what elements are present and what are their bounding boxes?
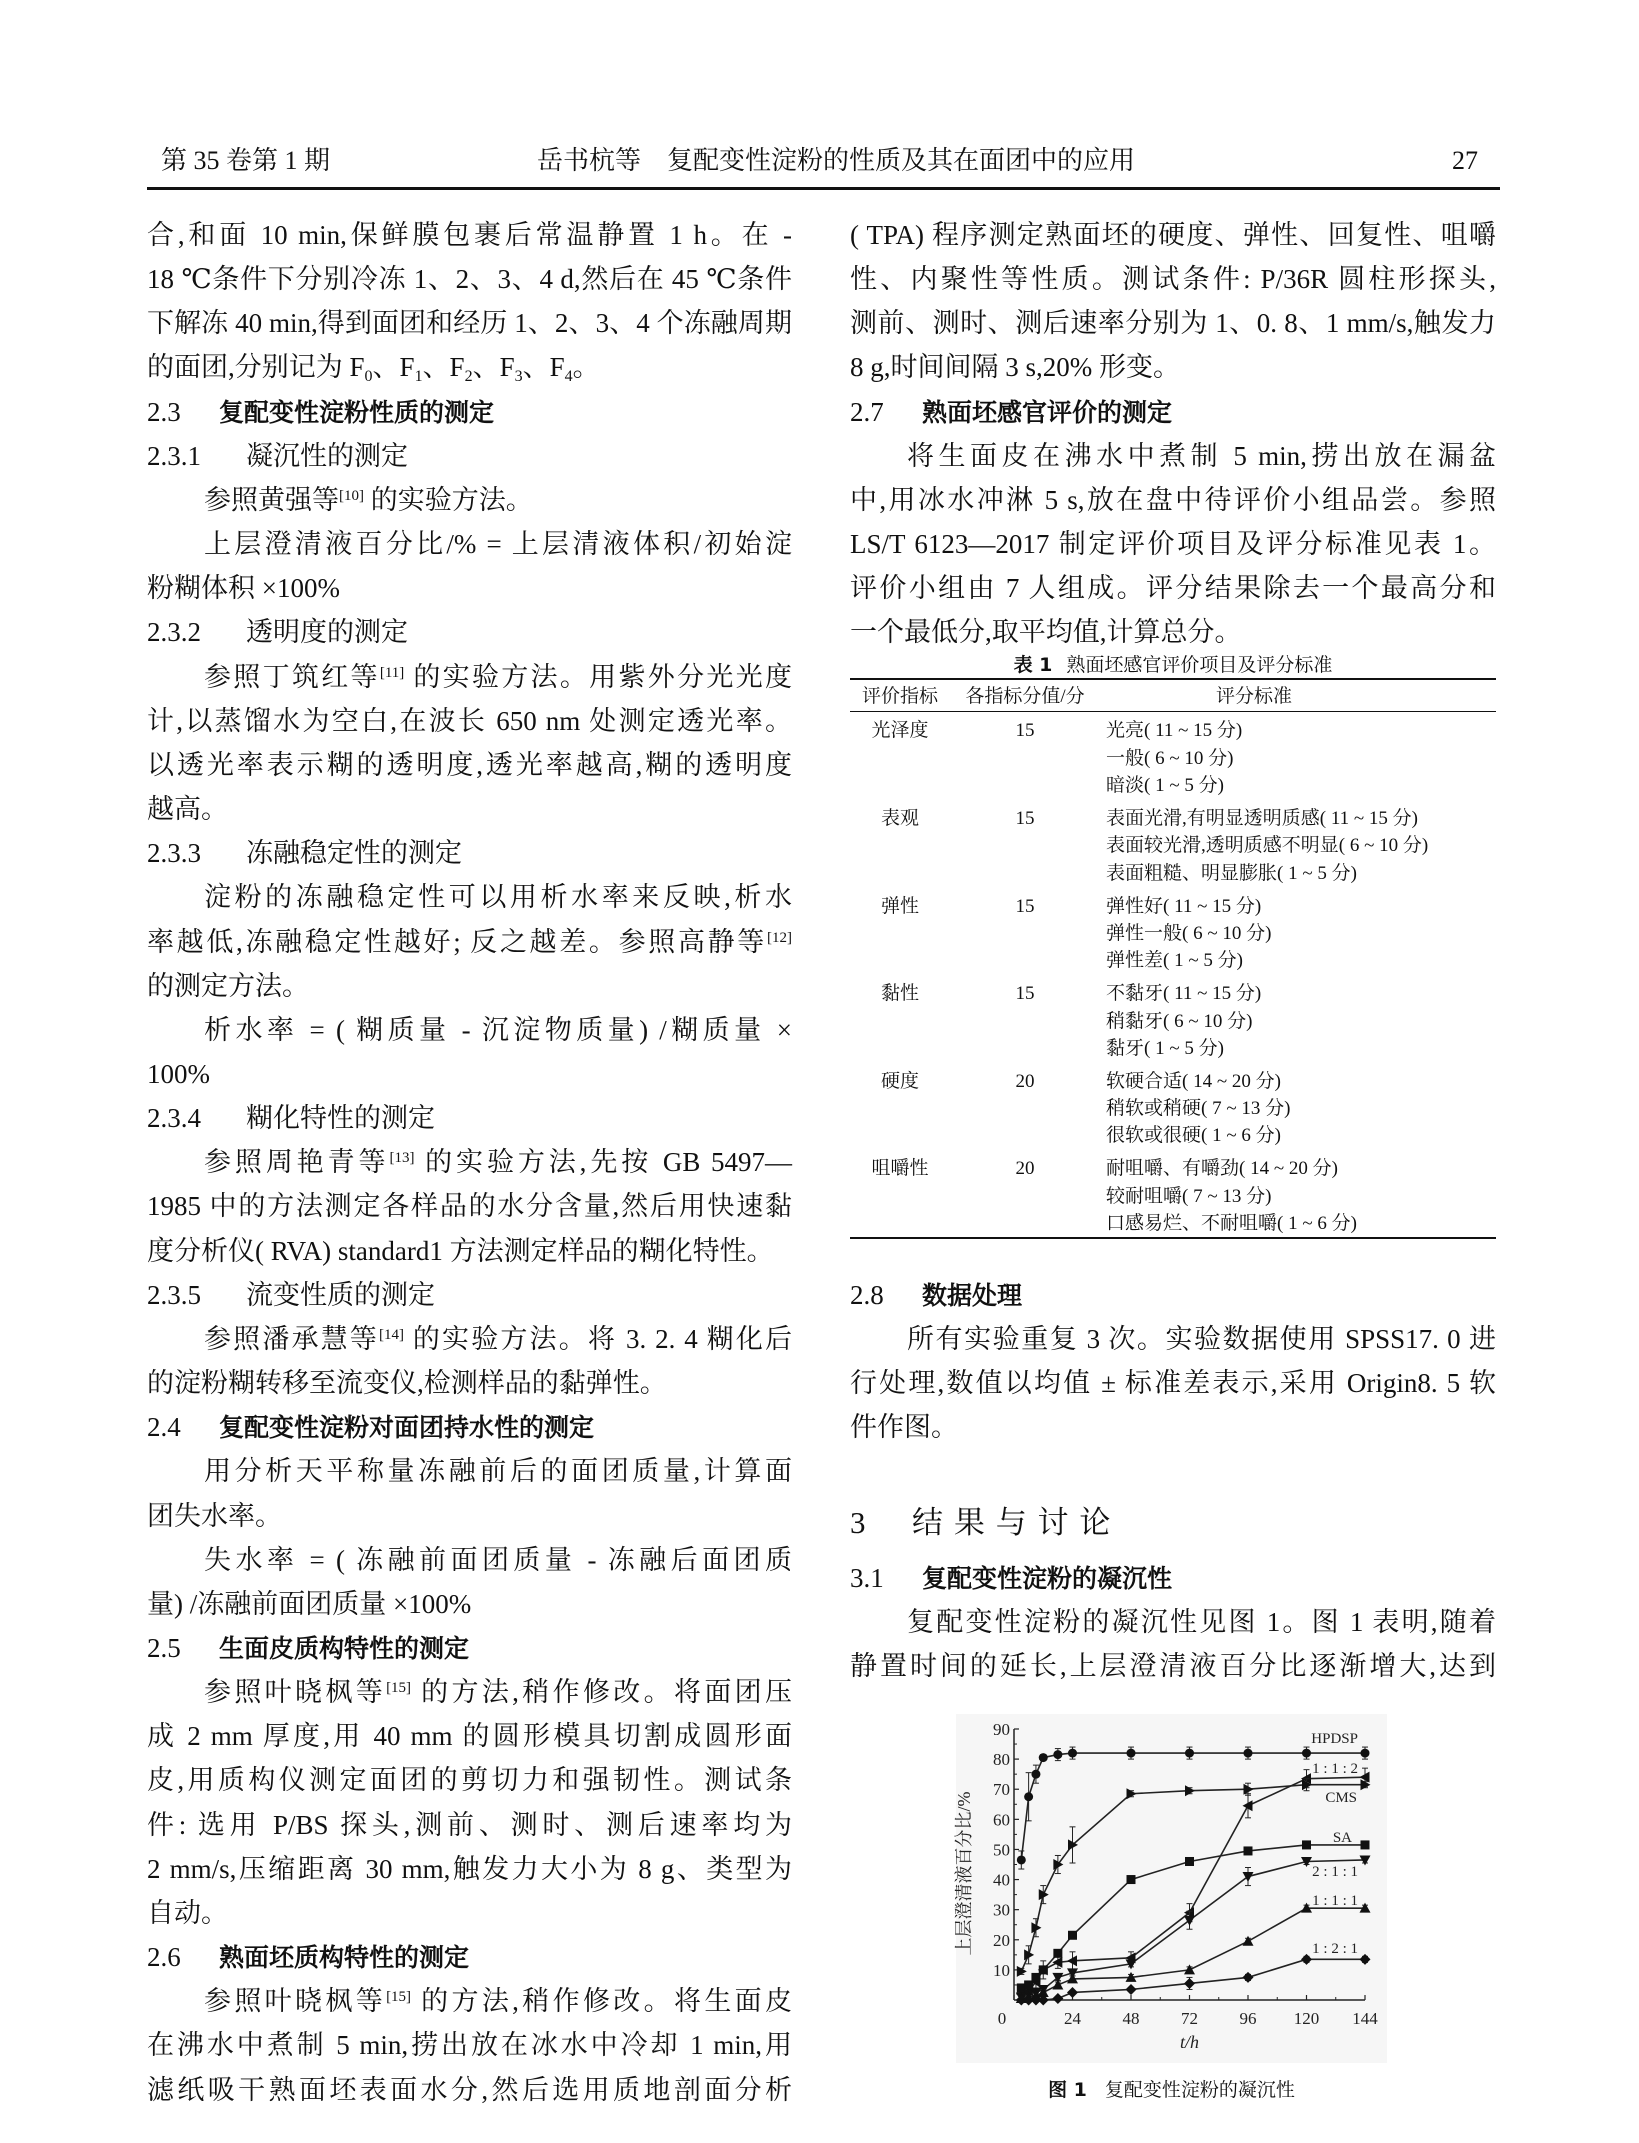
section-heading-2-3-4 <box>147 1096 792 1140</box>
section-number: 2.6 <box>147 1942 181 1973</box>
section-number: 2.3.1 <box>147 440 201 471</box>
text-line: 下解冻 40 min,得到面团和经历 1、2、3、4 个冻融周期 <box>147 308 792 339</box>
text-run: 、F <box>422 352 465 383</box>
text-line: 测前、测时、测后速率分别为 1、0. 8、1 mm/s,触发力 <box>850 308 1496 339</box>
section-title: 流变性质的测定 <box>246 1279 435 1310</box>
section-title: 复配变性淀粉的凝沉性 <box>922 1563 1173 1593</box>
subscript: 2 <box>464 368 473 386</box>
data-point <box>1068 1749 1077 1758</box>
table-row-item: 表观 <box>880 808 919 829</box>
text-line: 量) /冻融前面团质量 ×100% <box>147 1588 472 1619</box>
text-run: 的实验方法。 <box>364 484 533 515</box>
header-rule <box>147 187 1500 190</box>
section-heading-2-5 <box>147 1626 792 1670</box>
text-line: 用分析天平称量冻融前后的面团质量,计算面 <box>204 1456 792 1487</box>
data-point <box>1361 1749 1370 1758</box>
text-run: 的方法,稍作修改。将生面皮 <box>411 1986 793 2017</box>
text-line: 将生面皮在沸水中煮制 5 min,捞出放在漏盆 <box>907 440 1496 471</box>
section-title: 复配变性淀粉对面团持水性的测定 <box>219 1413 595 1443</box>
x-axis-label: t/h <box>1179 2032 1200 2052</box>
text-run: 率越低,冻融稳定性越好; 反之越差。参照高静等 <box>147 926 767 957</box>
text-line: LS/T 6123—2017 制定评价项目及评分标准见表 1。 <box>850 529 1496 560</box>
table-row-item: 光泽度 <box>871 720 929 742</box>
text-line <box>147 1670 792 1714</box>
data-point <box>1184 1964 1195 1974</box>
y-axis-label: 上层澄清液百分比/% <box>954 1791 974 1956</box>
text-line: 行处理,数值以均值 ± 标准差表示,采用 Origin8. 5 软 <box>850 1368 1496 1399</box>
text-line: 度分析仪( RVA) standard1 方法测定样品的糊化特性。 <box>147 1235 774 1266</box>
section-title: 结果与讨论 <box>912 1504 1122 1540</box>
text-run: 。 <box>572 352 600 383</box>
section-title: 数据处理 <box>922 1281 1023 1310</box>
section-title: 熟面坯感官评价的测定 <box>922 397 1173 427</box>
x-tick-label: 0 <box>997 2009 1007 2028</box>
section-title: 透明度的测定 <box>246 617 408 648</box>
text-line <box>147 1140 792 1184</box>
text-run: 的实验方法,先按 GB 5497— <box>414 1147 792 1178</box>
section-heading-3-1 <box>850 1556 1496 1600</box>
data-point <box>1039 1965 1048 1974</box>
subscript: 1 <box>414 368 423 386</box>
section-number: 3.1 <box>850 1562 884 1593</box>
text-run: 参照叶晓枫等 <box>204 1677 387 1708</box>
y-tick-label: 80 <box>993 1750 1010 1770</box>
table-row-criterion: 光亮( 11 ~ 15 分) <box>1106 720 1243 742</box>
section-number: 2.3 <box>147 396 181 427</box>
journal-issue: 第 35 卷第 1 期 <box>161 146 331 175</box>
data-point <box>1068 1931 1077 1940</box>
text-line: 100% <box>147 1058 210 1089</box>
right-column-top <box>850 213 1496 655</box>
table-row-criterion: 表面粗糙、明显膨胀( 1 ~ 5 分) <box>1106 862 1357 884</box>
table-header-cell: 各指标分值/分 <box>965 686 1085 708</box>
series-label: HPDSP <box>1311 1731 1358 1747</box>
text-line: 自动。 <box>147 1897 228 1928</box>
text-line <box>147 1317 792 1361</box>
table-bottom-rule <box>850 1237 1496 1239</box>
data-point <box>1302 1840 1311 1849</box>
data-point <box>1039 1753 1048 1762</box>
data-point <box>1185 1785 1195 1796</box>
table-row-criterion: 表面光滑,有明显透明质感( 11 ~ 15 分) <box>1106 808 1418 829</box>
data-point <box>1184 1916 1195 1926</box>
section-number: 2.5 <box>147 1633 181 1663</box>
section-title: 冻融稳定性的测定 <box>246 838 462 869</box>
section-heading-3 <box>850 1492 1496 1554</box>
figure-label: 图 1 <box>1048 2079 1087 2101</box>
right-column-bottom <box>850 1273 1496 1688</box>
text-line: 静置时间的延长,上层澄清液百分比逐渐增大,达到 <box>850 1650 1496 1681</box>
text-line: 合,和面 10 min,保鲜膜包裹后常温静置 1 h。在 - <box>147 220 792 250</box>
text-line <box>147 478 792 522</box>
y-tick-label: 30 <box>993 1900 1010 1920</box>
running-title: 岳书杭等 复配变性淀粉的性质及其在面团中的应用 <box>537 146 1136 175</box>
data-point <box>1243 1936 1254 1946</box>
data-point <box>1244 1846 1253 1855</box>
x-tick-label: 72 <box>1181 2009 1198 2028</box>
section-number: 2.3.4 <box>147 1103 201 1134</box>
text-line: 上层澄清液百分比/% = 上层清液体积/初始淀 <box>204 529 792 560</box>
text-run: 的方法,稍作修改。将面团压 <box>411 1677 793 1708</box>
table-caption-text: 熟面坯感官评价项目及评分标准 <box>1066 655 1333 676</box>
series-label: CMS <box>1325 1790 1357 1806</box>
section-heading-2-3-2 <box>147 610 792 654</box>
data-point <box>1127 1749 1136 1758</box>
text-line: 粉糊体积 ×100% <box>147 573 340 604</box>
text-run: 参照黄强等 <box>204 484 339 515</box>
section-heading-2-3-1 <box>147 434 792 478</box>
series-label: 1 : 2 : 1 <box>1312 1941 1358 1957</box>
text-run: 、F <box>372 352 415 383</box>
text-line: 在沸水中煮制 5 min,捞出放在冰水中冷却 1 min,用 <box>147 2030 792 2061</box>
section-number: 2.4 <box>147 1412 181 1443</box>
data-point <box>1067 1987 1078 1998</box>
y-tick-label: 70 <box>993 1780 1010 1800</box>
section-number: 2.7 <box>850 396 884 427</box>
text-run: 参照周艳青等 <box>204 1147 390 1178</box>
citation-ref: [13] <box>389 1150 415 1167</box>
table-row-score: 15 <box>1015 808 1035 829</box>
table-row-criterion: 很软或很硬( 1 ~ 6 分) <box>1106 1125 1281 1147</box>
data-point <box>1127 1788 1137 1799</box>
sedimentation-chart <box>940 1700 1400 2080</box>
y-tick-label: 20 <box>993 1930 1010 1950</box>
table-row-score: 15 <box>1015 983 1035 1005</box>
table-row-criterion: 弹性好( 11 ~ 15 分) <box>1106 895 1262 917</box>
citation-ref: [12] <box>767 929 792 946</box>
table-row-criterion: 较耐咀嚼( 7 ~ 13 分) <box>1106 1185 1272 1207</box>
data-point <box>1302 1749 1311 1758</box>
section-heading-2-3-5 <box>147 1273 792 1317</box>
table-row-item: 硬度 <box>880 1070 919 1092</box>
data-point <box>1053 1949 1062 1958</box>
section-heading-2-4 <box>147 1405 792 1449</box>
data-point <box>1126 1984 1137 1995</box>
series-label: SA <box>1332 1830 1352 1846</box>
text-line: 评价小组由 7 人组成。评分结果除去一个最高分和 <box>850 573 1496 604</box>
text-run: 的实验方法。将 3. 2. 4 糊化后 <box>403 1323 793 1354</box>
x-tick-label: 96 <box>1239 2009 1257 2028</box>
data-point <box>1301 1954 1312 1965</box>
subscript: 0 <box>364 368 373 386</box>
x-tick-label: 144 <box>1352 2009 1378 2028</box>
y-tick-label: 50 <box>993 1840 1010 1860</box>
text-line: 成 2 mm 厚度,用 40 mm 的圆形模具切割成圆形面 <box>147 1721 792 1752</box>
figure-caption <box>956 2076 1387 2105</box>
text-run: 、F <box>472 352 515 383</box>
text-line: 以透光率表示糊的透明度,透光率越高,糊的透明度 <box>147 749 792 780</box>
data-point <box>1017 1966 1027 1977</box>
table-header-cell: 评价指标 <box>861 686 938 708</box>
left-column <box>147 213 792 2112</box>
data-point <box>1243 1972 1254 1983</box>
text-line <box>147 920 792 964</box>
table-row-criterion: 暗淡( 1 ~ 5 分) <box>1106 775 1224 796</box>
text-line: 皮,用质构仪测定面团的剪切力和强韧性。测试条 <box>147 1765 792 1796</box>
data-point <box>1052 1993 1063 2004</box>
text-run: 的实验方法。用紫外分光光度 <box>404 661 793 692</box>
data-point <box>1053 1750 1062 1759</box>
text-line: 团失水率。 <box>147 1500 282 1531</box>
section-heading-2-3 <box>147 390 792 434</box>
data-point <box>1031 1770 1040 1779</box>
table-row-score: 15 <box>1015 895 1035 917</box>
series-label: 2 : 1 : 1 <box>1312 1864 1358 1880</box>
table-row-item: 黏性 <box>880 983 919 1005</box>
citation-ref: [14] <box>378 1326 404 1343</box>
citation-ref: [15] <box>386 1989 412 2006</box>
data-point <box>1185 1857 1194 1866</box>
y-tick-label: 10 <box>993 1960 1010 1980</box>
table-row-score: 15 <box>1015 720 1035 742</box>
text-line: 1985 中的方法测定各样品的水分含量,然后用快速黏 <box>147 1191 792 1222</box>
text-run: 的面团,分别记为 F <box>147 352 365 383</box>
table-row-criterion: 表面较光滑,透明质感不明显( 6 ~ 10 分) <box>1106 835 1429 857</box>
text-line <box>147 655 792 699</box>
table-header-cell: 评分标准 <box>1215 686 1292 708</box>
section-title: 凝沉性的测定 <box>246 440 408 471</box>
data-point <box>1184 1978 1195 1989</box>
data-point <box>1127 1875 1136 1884</box>
table-top-rule <box>850 678 1496 680</box>
data-point <box>1185 1749 1194 1758</box>
y-tick-label: 90 <box>993 1720 1010 1739</box>
text-line: ( TPA) 程序测定熟面坯的硬度、弹性、回复性、咀嚼 <box>850 220 1496 250</box>
table-row-criterion: 稍软或稍硬( 7 ~ 13 分) <box>1106 1098 1291 1120</box>
text-run: 、F <box>522 352 565 383</box>
x-tick-label: 120 <box>1293 2009 1320 2028</box>
citation-ref: [15] <box>386 1680 412 1697</box>
text-line: 一个最低分,取平均值,计算总分。 <box>850 617 1242 648</box>
section-number: 2.8 <box>850 1280 884 1310</box>
section-heading-2-3-3 <box>147 831 792 875</box>
page-number: 27 <box>1452 146 1478 175</box>
text-run: 参照丁筑红等 <box>204 661 380 692</box>
y-tick-label: 60 <box>993 1810 1010 1830</box>
series-label: 1 : 1 : 2 <box>1312 1761 1358 1777</box>
text-line <box>147 1979 792 2023</box>
data-point <box>1244 1749 1253 1758</box>
table-row-score: 20 <box>1015 1158 1035 1180</box>
data-point <box>1360 1954 1371 1965</box>
text-run: 参照潘承慧等 <box>204 1323 379 1354</box>
section-number: 2.3.5 <box>147 1279 201 1310</box>
table-row-criterion: 不黏牙( 11 ~ 15 分) <box>1106 983 1262 1005</box>
series-label: 1 : 1 : 1 <box>1312 1893 1358 1909</box>
text-line: 计,以蒸馏水为空白,在波长 650 nm 处测定透光率。 <box>147 705 792 736</box>
section-heading-2-6 <box>147 1935 792 1979</box>
text-line: 的淀粉糊转移至流变仪,检测样品的黏弹性。 <box>147 1368 667 1399</box>
text-line: 淀粉的冻融稳定性可以用析水率来反映,析水 <box>204 882 792 913</box>
section-number: 3 <box>850 1504 866 1540</box>
section-title: 糊化特性的测定 <box>246 1103 435 1134</box>
citation-ref: [10] <box>339 487 364 504</box>
table-row-criterion: 耐咀嚼、有嚼劲( 14 ~ 20 分) <box>1106 1158 1338 1180</box>
text-line: 的测定方法。 <box>147 970 309 1001</box>
section-heading-2-7 <box>850 390 1496 434</box>
text-line: 越高。 <box>147 794 228 825</box>
table-row-criterion: 稍黏牙( 6 ~ 10 分) <box>1106 1010 1253 1032</box>
table-label: 表 1 <box>1013 654 1053 676</box>
text-line: 2 mm/s,压缩距离 30 mm,触发力大小为 8 g、类型为 <box>147 1853 792 1884</box>
text-line: 18 ℃条件下分别冷冻 1、2、3、4 d,然后在 45 ℃条件 <box>147 264 792 295</box>
x-tick-label: 48 <box>1122 2009 1140 2028</box>
y-tick-label: 40 <box>993 1870 1010 1890</box>
subscript: 3 <box>514 368 523 386</box>
data-point <box>1243 1872 1254 1882</box>
x-tick-label: 24 <box>1064 2009 1081 2028</box>
section-title: 熟面坯质构特性的测定 <box>219 1943 470 1973</box>
text-line: 滤纸吸干熟面坯表面水分,然后选用质地剖面分析 <box>147 2074 792 2105</box>
text-line: 复配变性淀粉的凝沉性见图 1。图 1 表明,随着 <box>907 1606 1496 1637</box>
text-line: 8 g,时间间隔 3 s,20% 形变。 <box>850 352 1180 383</box>
subscript: 4 <box>564 368 573 386</box>
data-point <box>1017 1855 1026 1864</box>
table-row-score: 20 <box>1015 1070 1035 1092</box>
table-row-criterion: 弹性差( 1 ~ 5 分) <box>1106 950 1243 972</box>
citation-ref: [11] <box>379 664 405 681</box>
table-row-criterion: 一般( 6 ~ 10 分) <box>1106 747 1234 769</box>
text-line: 中,用冰水冲淋 5 s,放在盘中待评价小组品尝。参照 <box>850 484 1496 515</box>
table-row-item: 咀嚼性 <box>871 1158 929 1180</box>
section-heading-2-8 <box>850 1273 1496 1317</box>
table-header-rule <box>850 711 1496 712</box>
table-row-criterion: 软硬合适( 14 ~ 20 分) <box>1106 1070 1281 1092</box>
table-row-criterion: 黏牙( 1 ~ 5 分) <box>1106 1037 1224 1059</box>
text-line <box>147 345 792 389</box>
text-line: 失水率 = ( 冻融前面团质量 - 冻融后面团质 <box>204 1544 792 1575</box>
text-line: 件: 选用 P/BS 探头,测前、测时、测后速率均为 <box>147 1809 792 1840</box>
section-number: 2.3.3 <box>147 838 201 869</box>
text-line: 析水率 = ( 糊质量 - 沉淀物质量) /糊质量 × <box>204 1014 792 1045</box>
table-row-criterion: 口感易烂、不耐咀嚼( 1 ~ 6 分) <box>1106 1213 1357 1234</box>
data-point <box>1361 1840 1370 1849</box>
text-line: 性、内聚性等性质。测试条件: P/36R 圆柱形探头, <box>850 264 1496 295</box>
data-point <box>1024 1792 1033 1801</box>
table-row-criterion: 弹性一般( 6 ~ 10 分) <box>1106 922 1272 944</box>
section-number: 2.3.2 <box>147 617 201 648</box>
section-title: 复配变性淀粉性质的测定 <box>219 397 495 427</box>
text-run: 参照叶晓枫等 <box>204 1986 387 2017</box>
text-line: 件作图。 <box>850 1412 958 1443</box>
table-caption <box>850 652 1496 679</box>
section-title: 生面皮质构特性的测定 <box>219 1634 470 1663</box>
figure-caption-text: 复配变性淀粉的凝沉性 <box>1104 2080 1295 2101</box>
table-row-item: 弹性 <box>880 895 919 917</box>
text-line: 所有实验重复 3 次。实验数据使用 SPSS17. 0 进 <box>907 1324 1496 1355</box>
